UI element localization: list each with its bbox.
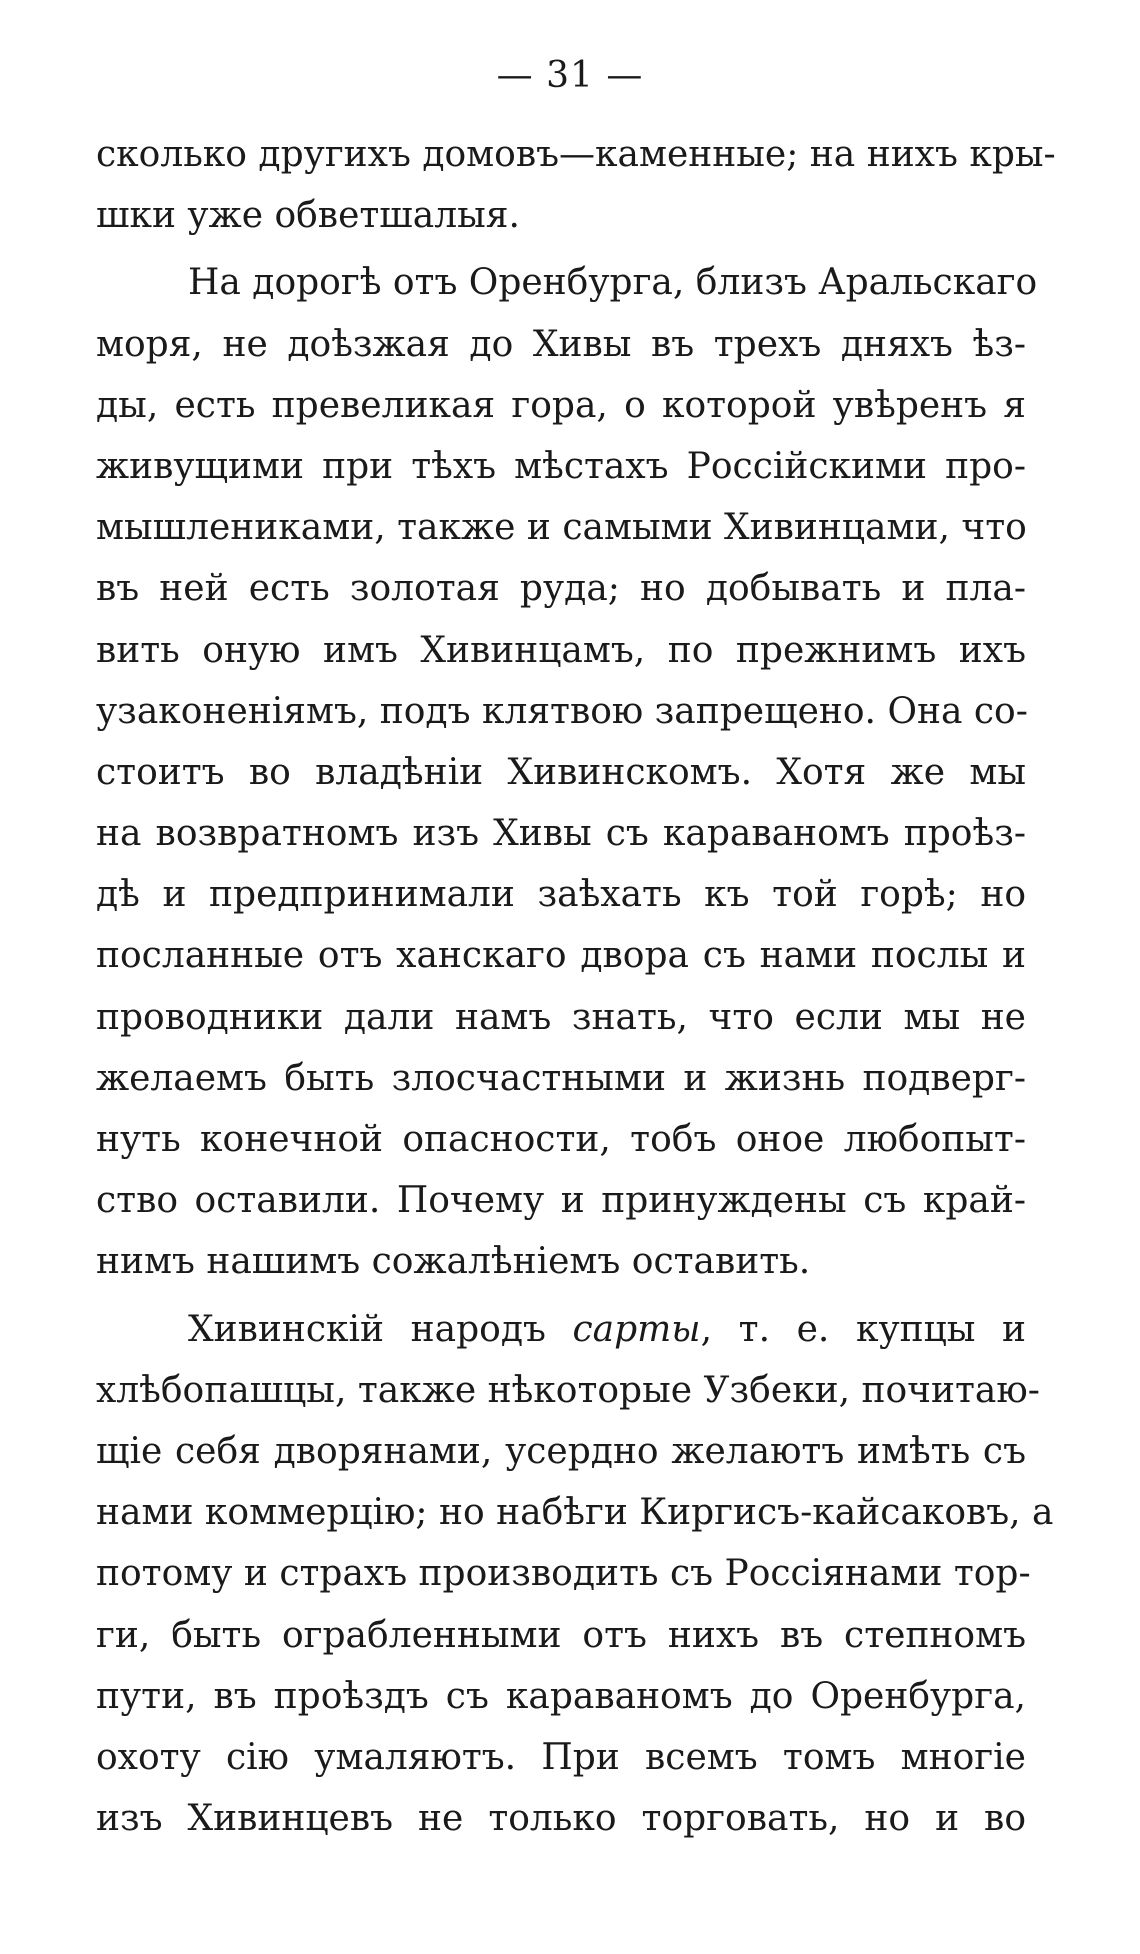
text-line: шки уже обветшалыя.	[96, 195, 520, 237]
text-line: сколько другихъ домовъ—каменные; на нихъ кры-	[96, 134, 1056, 175]
text-line: ды, есть превеликая гора, о которой увѣренъ я	[96, 384, 1026, 426]
text-line: нами коммерцію; но набѣги Киргисъ-кайсаковъ, а	[96, 1492, 1054, 1534]
text-line: мышлениками, также и самыми Хивинцами, что	[96, 507, 1027, 549]
text-line: потому и страхъ производить съ Россіянами тор-	[96, 1553, 1031, 1595]
text-line: изъ Хивинцевъ не только торговать, но и во	[96, 1798, 1026, 1840]
text-run: , т. е. купцы и	[700, 1308, 1027, 1350]
text-line: охоту сію умаляютъ. При всемъ томъ многіе	[96, 1736, 1026, 1778]
text-line: нуть конечной опасности, тобъ оное любопыт-	[96, 1119, 1026, 1160]
text-line: нимъ нашимъ сожалѣніемъ оставить.	[96, 1241, 811, 1283]
text-line: На дорогѣ отъ Оренбурга, близъ Аральскаго	[188, 262, 1038, 304]
text-line: живущими при тѣхъ мѣстахъ Россійскими про-	[96, 445, 1026, 487]
text-line: дѣ и предпринимали заѣхать къ той горѣ; но	[96, 874, 1026, 916]
text-line: ство оставили. Почему и принуждены съ край-	[96, 1180, 1026, 1222]
text-line: проводники дали намъ знать, что если мы не	[96, 996, 1026, 1038]
text-line: въ ней есть золотая руда; но добывать и пла-	[96, 568, 1026, 610]
text-line: посланные отъ ханскаго двора съ нами послы и	[96, 935, 1026, 977]
text-run: Хивинскій народъ	[188, 1308, 573, 1350]
text-line: на возвратномъ изъ Хивы съ караваномъ проѣз-	[96, 813, 1026, 855]
text-line: вить оную имъ Хивинцамъ, по прежнимъ ихъ	[96, 629, 1026, 671]
page-text	[96, 124, 1056, 1849]
paragraph	[96, 1299, 1054, 1850]
text-line: щіе себя дворянами, усердно желаютъ имѣть съ	[96, 1430, 1026, 1472]
text-line: пути, въ проѣздъ съ караваномъ до Оренбурга,	[96, 1675, 1026, 1717]
text-line	[96, 1299, 1026, 1360]
text-line: хлѣбопашцы, также нѣкоторые Узбеки, почитаю-	[96, 1369, 1040, 1411]
paragraph	[96, 252, 1038, 1292]
page-number: — 31 —	[496, 55, 644, 96]
text-line: ги, быть ограбленными отъ нихъ въ степномъ	[96, 1614, 1026, 1656]
text-line: узаконеніямъ, подъ клятвою запрещено. Она со-	[96, 690, 1028, 732]
text-line: стоитъ во владѣніи Хивинскомъ. Хотя же мы	[96, 751, 1026, 793]
paragraph	[96, 124, 1056, 246]
italic-term: сарты	[572, 1308, 701, 1350]
text-line: желаемъ быть злосчастными и жизнь подверг-	[96, 1057, 1026, 1099]
text-line: моря, не доѣзжая до Хивы въ трехъ дняхъ ѣз-	[96, 323, 1026, 365]
